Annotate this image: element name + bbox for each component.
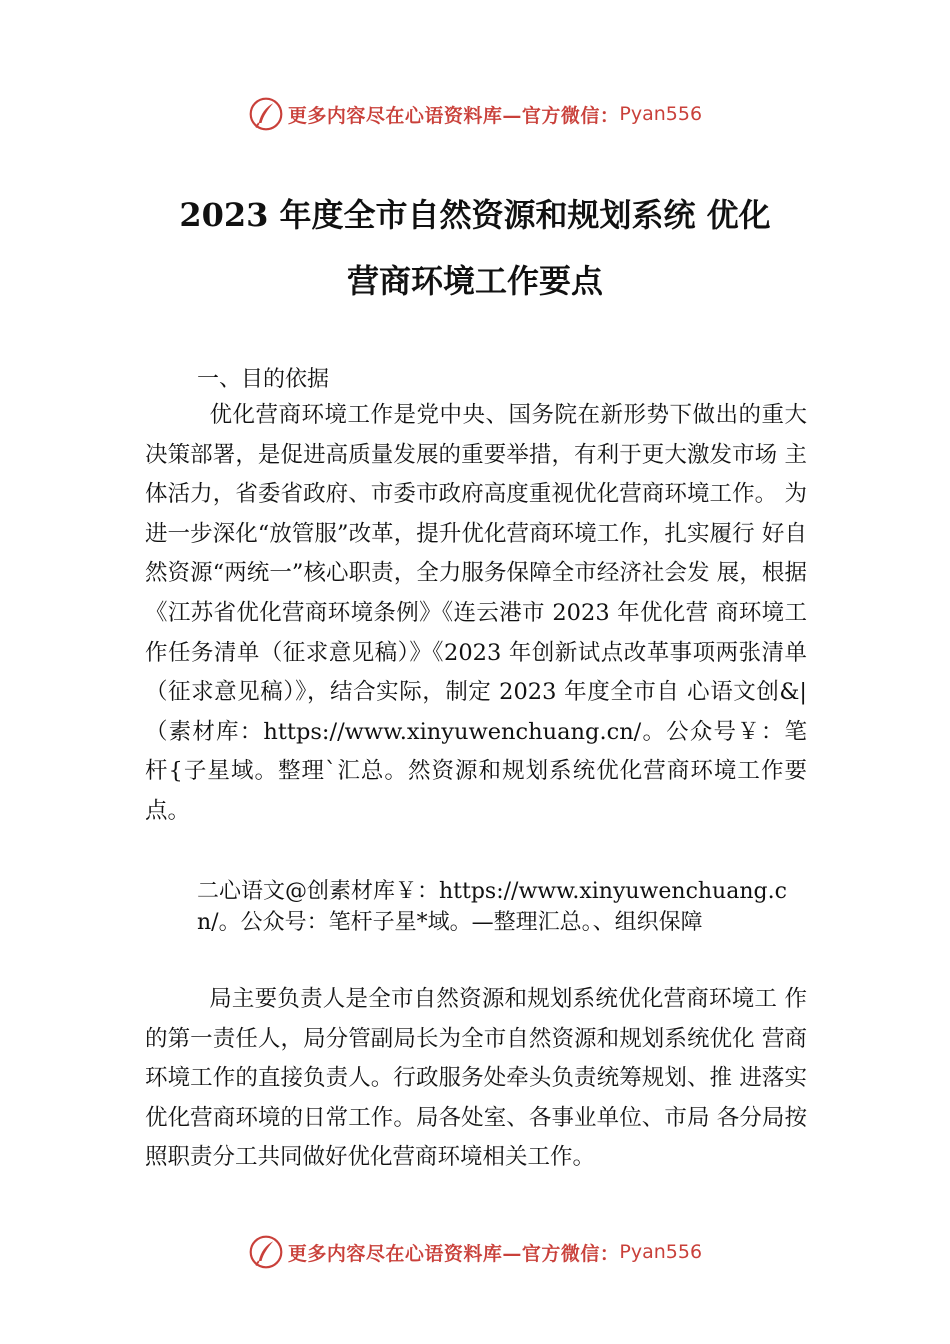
banner-wechat-id: Pyan556 bbox=[619, 103, 703, 125]
section-2-paragraph bbox=[145, 980, 807, 1178]
feather-pen-logo-icon bbox=[248, 96, 284, 132]
section-2-paragraph-text: 局主要负责人是全市自然资源和规划系统优化营商环境工 作的第一责任人，局分管副局长为全市自然资源和规划系统优化 营商环境工作的直接负责人。行政服务处牵头负责统筹规划、推 进落实优化营商环境的日常工作。局各处室、各事业单位、市局 各分局按照职责分工共同做好优化营商环境相关工作。 bbox=[145, 986, 807, 1171]
section-1-paragraph-text: 优化营商环境工作是党中央、国务院在新形势下做出的重大 决策部署，是促进高质量发展的重要举措，有利于更大激发市场 主体活力，省委省政府、市委市政府高度重视优化营商环境工作。 为进一步深化“放管服”改革，提升优化营商环境工作，扎实履行 好自然资源“两统一”核心职责，全力服务保障全市经济社会发 展，根据《江苏省优化营商环境条例》《连云港市 2023 年优化营 商环境工作任务清单（征求意见稿）》《2023 年创新试点改革事项两张清单（征求意见稿）》，结合实际，制定 2023 年度全市自 心语文创&|（素材库：https://www.xinyuwenchuang.cn/。公众号￥：笔杆{子星域。整理`汇总。然资源和规划系统优化营商环境工作要点。 bbox=[145, 402, 807, 824]
section-2-heading: 二心语文@创素材库￥：https://www.xinyuwenchuang.cn/。公众号：笔杆子星*域。—整理汇总。、组织保障 bbox=[197, 879, 787, 935]
feather-pen-logo-icon bbox=[248, 1234, 284, 1270]
document-title-line-2: 营商环境工作要点 bbox=[346, 262, 603, 300]
banner-text: 更多内容尽在心语资料库—官方微信： bbox=[287, 104, 620, 127]
section-1-heading: 一、目的依据 bbox=[197, 367, 330, 392]
footer-banner-wechat-id: Pyan556 bbox=[619, 1241, 703, 1263]
footer-banner bbox=[0, 1232, 950, 1272]
header-banner bbox=[0, 94, 950, 134]
document-title-line-1: 2023 年度全市自然资源和规划系统 优化 bbox=[179, 196, 771, 234]
section-1-paragraph bbox=[145, 396, 807, 832]
footer-banner-text: 更多内容尽在心语资料库—官方微信： bbox=[287, 1242, 620, 1265]
